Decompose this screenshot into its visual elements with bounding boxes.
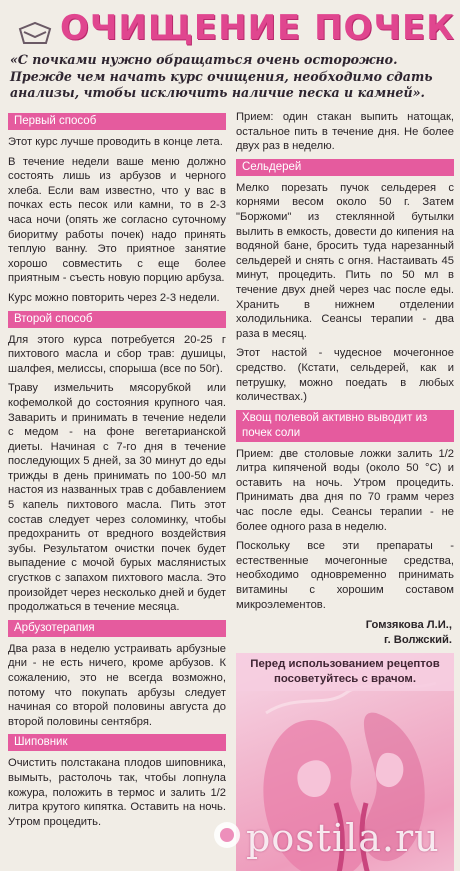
- section-heading: Сельдерей: [236, 159, 454, 176]
- page-title: ОЧИЩЕНИЕ ПОЧЕК: [60, 8, 455, 48]
- watermark-dot-icon: [212, 820, 242, 850]
- right-column: [236, 110, 454, 871]
- section-heading: Первый способ: [8, 113, 226, 130]
- paragraph: Поскольку все эти препараты - естественные мочегонные средства, необходимо одновременно принимать витамины с хорошим составом микроэлементов.: [236, 540, 454, 611]
- paragraph: Курс можно повторить через 2-3 недели.: [8, 291, 220, 304]
- paragraph: Прием: один стакан выпить натощак, остальное пить в течение дня. Не более двух раз в неделю.: [236, 111, 454, 153]
- left-column: [8, 110, 226, 834]
- section-heading: Хвощ полевой активно выводит из почек соли: [236, 410, 454, 442]
- section-heading: Шиповник: [8, 734, 226, 751]
- paragraph: В течение недели ваше меню должно состоять лишь из арбузов и черного хлеба. Если вам известно, что у вас в почках есть песок или камни, то в 2-3 часа ночи (опять же согласно суточному биоритму работы почек) надо принять теплую ванну. Это приятное занятие хорошо совместить с еще более приятным - съесть новую порцию арбуза.: [8, 155, 226, 285]
- author-signature: [236, 618, 452, 647]
- paragraph: Мелко порезать пучок сельдерея с корнями весом около 50 г. Затем "Боржоми" из стеклянной бутылки вылить в емкость, довести до кипения на водяной бане, бросить туда нарезанный сельдерей и снять с огня. Настаивать 45 минут, процедить. Пить по 50 мл в течение двух дней через час после еды. Хранить в нижнем отделении холодильника. Сеансы терапии - два раза в месяц.: [236, 181, 454, 340]
- paragraph: Этот настой - чудесное мочегонное средство. (Кстати, сельдерей, как и петрушку, можно поедать в любых количествах.): [236, 347, 454, 404]
- author-name: Гомзякова Л.И.,: [365, 619, 452, 632]
- magazine-logo-icon: [18, 21, 52, 47]
- paragraph: Прием: две столовые ложки залить 1/2 литра кипяченой воды (около 50 °С) и оставить на ночь. Утром процедить. Принимать два дня по 70 грамм через час после еды. Сеансы терапии - не более одного раза в неделю.: [236, 447, 454, 533]
- paragraph: Очистить полстакана плодов шиповника, вымыть, растолочь так, чтобы лопнула кожура, положить в термос и залить 1/2 литра крутого кипятка. Оставить на ночь. Утром процедить.: [8, 757, 226, 828]
- paragraph: Траву измельчить мясорубкой или кофемолкой до состояния крупного чая. Заварить и принимать в течение недели с медом - на фоне вегетарианской диеты. Начиная с 7-го дня в течение последующих 5 дней, за 30 минут до еды трижды в день принимать по 100-50 мл настоя из названных трав с добавлением 5 капель пихтового масла. Пить этот состав следует через соломинку, чтобы предохранить от вредного воздействия зубы. Результатом очистки почек будет выпадение с мочой бурых маслянистых сгустков с запахом пихтового масла. Это произойдет через несколько дней и будет продолжаться в течение месяца.: [8, 382, 226, 614]
- paragraph: Два раза в неделю устраивать арбузные дни - не есть ничего, кроме арбузов. К сожалению, это не всегда возможно, потому что покупать арбузы следует начиная со второй половины августа до второй половины сентября.: [8, 642, 226, 728]
- paragraph: Этот курс лучше проводить в конце лета.: [8, 136, 223, 148]
- lead-quote: «С почками нужно обращаться очень осторожно. Прежде чем начать курс очищения, необходимо сдать анализы, чтобы исключить наличие песка и камней».: [10, 52, 433, 100]
- doctor-advice-note: Перед использованием рецептов посоветуйтесь с врачом.: [236, 653, 454, 691]
- article-columns: [8, 110, 452, 871]
- author-city: г. Волжский.: [384, 633, 452, 646]
- section-heading: Второй способ: [8, 311, 226, 328]
- paragraph: Для этого курса потребуется 20-25 г пихтового масла и сбор трав: душицы, шалфея, мелиссы, спорыша (все по 50г).: [8, 333, 226, 375]
- watermark: postila.ru: [246, 816, 440, 860]
- section-heading: Арбузотерапия: [8, 620, 226, 637]
- title-row: [8, 4, 455, 52]
